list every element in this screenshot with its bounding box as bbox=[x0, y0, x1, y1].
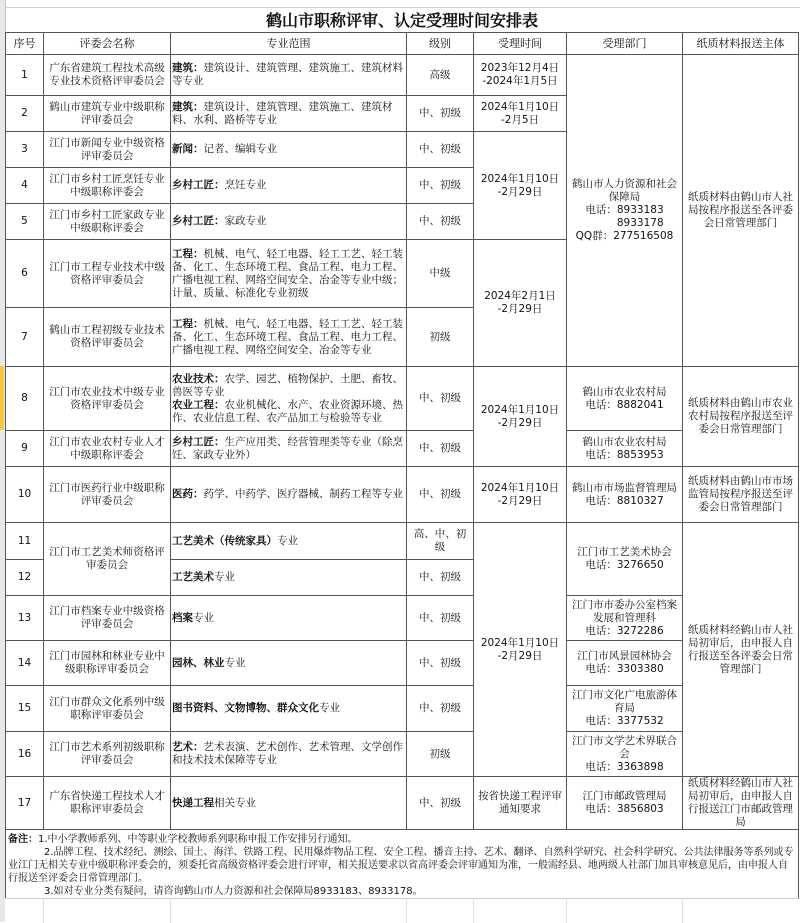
level: 中、初级 bbox=[407, 168, 474, 204]
committee-name: 江门市园林和林业专业中级职称评审委员会 bbox=[44, 641, 171, 686]
col-header-scope: 专业范围 bbox=[171, 33, 407, 55]
scope bbox=[171, 777, 407, 830]
table-row bbox=[6, 367, 799, 431]
row-no: 8 bbox=[6, 367, 44, 431]
row-no: 10 bbox=[6, 467, 44, 523]
row-no: 6 bbox=[6, 240, 44, 308]
scope bbox=[171, 204, 407, 240]
level: 中级 bbox=[407, 240, 474, 308]
scope bbox=[171, 523, 407, 560]
col-header-submit: 纸质材料报送主体 bbox=[683, 33, 799, 55]
committee-name: 江门市工程专业技术中级资格评审委员会 bbox=[44, 240, 171, 308]
header-row bbox=[6, 33, 799, 55]
scope bbox=[171, 240, 407, 308]
committee-name: 江门市农业技术中级专业资格评审委员会 bbox=[44, 367, 171, 431]
scope-category: 艺术： bbox=[172, 741, 204, 753]
row-no: 9 bbox=[6, 431, 44, 467]
table-row bbox=[6, 596, 799, 641]
table-row bbox=[6, 686, 799, 732]
committee-name: 江门市乡村工匠烹饪专业中级职称评委会 bbox=[44, 168, 171, 204]
row-no: 13 bbox=[6, 596, 44, 641]
row-no: 17 bbox=[6, 777, 44, 830]
scope-detail: 农学、园艺、植物保护、土肥、畜牧、兽医等专业 bbox=[172, 372, 403, 398]
accept-dept: 江门市文学艺术界联合会 电话：3363898 bbox=[567, 732, 683, 777]
level: 高级 bbox=[407, 55, 474, 96]
scope bbox=[171, 431, 407, 467]
submit-body: 纸质材料经鹤山市人社局初审后，由申报人自行报送至各评委会日常管理部门 bbox=[683, 523, 799, 777]
level: 高、中、初级 bbox=[407, 523, 474, 560]
row-no: 5 bbox=[6, 204, 44, 240]
scope-category: 工艺美术 bbox=[172, 571, 214, 583]
scope-detail: 相关专业 bbox=[214, 796, 256, 809]
accept-time: 2024年1月10日 -2月29日 bbox=[474, 523, 567, 777]
scope bbox=[171, 132, 407, 168]
scope bbox=[171, 641, 407, 686]
scope-detail: 建筑设计、建筑管理、建筑施工、建筑材料、水利、路桥等专业 bbox=[172, 100, 393, 126]
selected-row-marker bbox=[0, 366, 4, 430]
accept-time: 2024年1月10日 -2月29日 bbox=[474, 367, 567, 467]
note-3: 3.如对专业分类有疑问，请咨询鹤山市人力资源和社会保障局8933183、8933178。 bbox=[44, 886, 423, 897]
scope-category: 农业技术： bbox=[172, 372, 225, 385]
accept-time: 2024年1月10日 -2月29日 bbox=[474, 132, 567, 240]
scope-category: 新闻： bbox=[172, 143, 204, 155]
col-header-no: 序号 bbox=[6, 33, 44, 55]
table-row bbox=[6, 467, 799, 523]
scope bbox=[171, 596, 407, 641]
scope-category: 档案 bbox=[172, 611, 193, 624]
committee-name: 江门市档案专业中级资格评审委员会 bbox=[44, 596, 171, 641]
schedule-table bbox=[5, 8, 799, 902]
spreadsheet-top-row bbox=[5, 0, 800, 8]
table-row bbox=[6, 732, 799, 777]
table-row bbox=[6, 777, 799, 830]
scope-detail: 机械、电气、轻工电器、轻工工艺、轻工装备、化工、生态环境工程、食品工程、电力工程、广播电视工程、网络空间安全、冶金等专业 bbox=[172, 317, 403, 356]
accept-dept: 江门市工艺美术协会 电话：3276650 bbox=[567, 523, 683, 596]
committee-name: 江门市乡村工匠家政专业中级职称评委会 bbox=[44, 204, 171, 240]
submit-body: 纸质材料由鹤山市人社局按程序报送至各评委会日常管理部门 bbox=[683, 55, 799, 367]
level: 中、初级 bbox=[407, 204, 474, 240]
committee-name: 广东省建筑工程技术高级专业技术资格评审委员会 bbox=[44, 55, 171, 96]
scope-category: 工程： bbox=[172, 247, 204, 260]
row-no: 3 bbox=[6, 132, 44, 168]
table-row bbox=[6, 55, 799, 96]
scope-detail: 烹饪专业 bbox=[224, 179, 267, 191]
level: 中、初级 bbox=[407, 641, 474, 686]
note-1: 1.中小学教师系列、中等职业学校教师系列职称申报工作安排另行通知。 bbox=[38, 834, 358, 845]
row-no: 11 bbox=[6, 523, 44, 560]
scope-detail: 农业机械化、水产、农业资源环境、热作、农业信息工程、农产品加工与检验等专业 bbox=[172, 398, 403, 424]
accept-dept: 鹤山市市场监督管理局 电话：8810327 bbox=[567, 467, 683, 523]
scope-category: 图书资料、文物博物、群众文化 bbox=[172, 702, 319, 714]
level: 中、初级 bbox=[407, 132, 474, 168]
level: 中、初级 bbox=[407, 686, 474, 732]
level: 初级 bbox=[407, 308, 474, 367]
scope-detail: 专业 bbox=[193, 611, 214, 624]
scope-category: 快递工程 bbox=[172, 796, 214, 809]
submit-body: 纸质材料由鹤山市市场监管局按程序报送至评委会日常管理部门 bbox=[683, 467, 799, 523]
scope bbox=[171, 732, 407, 777]
scope-detail: 家政专业 bbox=[224, 215, 267, 227]
row-no: 7 bbox=[6, 308, 44, 367]
row-no: 16 bbox=[6, 732, 44, 777]
committee-name: 鹤山市工程初级专业技术资格评审委员会 bbox=[44, 308, 171, 367]
accept-time: 2023年12月4日 -2024年1月5日 bbox=[474, 55, 567, 96]
level: 中、初级 bbox=[407, 367, 474, 431]
scope-category: 建筑： bbox=[172, 62, 204, 74]
scope-detail: 药学、中药学、医疗器械、制药工程等专业 bbox=[203, 488, 403, 500]
scope-category: 医药： bbox=[172, 488, 204, 500]
level: 中、初级 bbox=[407, 431, 474, 467]
committee-name: 江门市艺术系列初级职称评审委员会 bbox=[44, 732, 171, 777]
accept-time: 按省快递工程评审通知要求 bbox=[474, 777, 567, 830]
scope-detail: 专业 bbox=[224, 656, 246, 669]
row-no: 1 bbox=[6, 55, 44, 96]
row-no: 4 bbox=[6, 168, 44, 204]
committee-name: 广东省快递工程技术人才职称评审委员会 bbox=[44, 777, 171, 830]
accept-dept: 鹤山市农业农村局 电话：8853953 bbox=[567, 431, 683, 467]
submit-body: 纸质材料由鹤山市农业农村局按程序报送至评委会日常管理部门 bbox=[683, 367, 799, 467]
accept-dept: 鹤山市人力资源和社会保障局 电话：8933183 8933178 QQ群：277516508 bbox=[567, 55, 683, 367]
committee-name: 鹤山市建筑专业中级职称评审委员会 bbox=[44, 96, 171, 132]
col-header-committee: 评委会名称 bbox=[44, 33, 171, 55]
accept-dept: 鹤山市农业农村局 电话：8882041 bbox=[567, 367, 683, 431]
accept-time: 2024年1月10日 -2月5日 bbox=[474, 96, 567, 132]
scope-category: 乡村工匠： bbox=[172, 435, 225, 448]
scope-detail: 生产应用类、经营管理类等专业（除烹饪、家政专业外） bbox=[172, 435, 403, 461]
level: 中、初级 bbox=[407, 560, 474, 596]
scope-category: 农业工程： bbox=[172, 398, 225, 411]
scope-detail: 建筑设计、建筑管理、建筑施工、建筑材料等专业 bbox=[172, 62, 403, 87]
scope bbox=[171, 467, 407, 523]
accept-dept: 江门市风景园林协会 电话：3303380 bbox=[567, 641, 683, 686]
notes-label: 备注： bbox=[8, 834, 38, 845]
scope bbox=[171, 55, 407, 96]
note-2: 2.品牌工程、技术经纪、测绘、国土、海洋、铁路工程、民用爆炸物品工程、安全工程、播音主持、艺术、翻译、自然科学研究、社会科学研究、公共法律服务等系列或专业江门无相关专业中级职称评委会的，须委托省高级资格评委会进行评审，相关报送要求以省高评委会评审通知为准，一般需经县、地两级人社部门加具审核意见后，由申报人自行报送至评委会日常管理部门。 bbox=[8, 847, 794, 884]
table-row bbox=[6, 641, 799, 686]
level: 初级 bbox=[407, 732, 474, 777]
accept-dept: 江门市邮政管理局 电话：3856803 bbox=[567, 777, 683, 830]
level: 中、初级 bbox=[407, 596, 474, 641]
scope-detail: 艺术表演、艺术创作、艺术管理、文学创作和技术技术保障等专业 bbox=[172, 741, 403, 766]
submit-body: 纸质材料经鹤山市人社局初审后，由申报人自行报送江门市邮政管理局 bbox=[683, 777, 799, 830]
row-no: 12 bbox=[6, 560, 44, 596]
scope bbox=[171, 367, 407, 431]
committee-name: 江门市工艺美术师资格评审委员会 bbox=[44, 523, 171, 596]
col-header-time: 受理时间 bbox=[474, 33, 567, 55]
table-row bbox=[6, 431, 799, 467]
accept-time: 2024年1月10日 -2月29日 bbox=[474, 467, 567, 523]
level: 中、初级 bbox=[407, 96, 474, 132]
scope-category: 工程： bbox=[172, 317, 204, 330]
committee-name: 江门市农业农村专业人才中级职称评委会 bbox=[44, 431, 171, 467]
scope-detail: 机械、电气、轻工电器、轻工工艺、轻工装备、化工、生态环境工程、食品工程、电力工程、广播电视工程、网络空间安全、冶金等专业中级；计量、质量、标准化专业初级 bbox=[172, 247, 403, 299]
scope-detail: 专业 bbox=[277, 534, 298, 547]
col-header-level: 级别 bbox=[407, 33, 474, 55]
committee-name: 江门市医药行业中级职称评审委员会 bbox=[44, 467, 171, 523]
accept-dept: 江门市市委办公室档案发展和管理科 电话：3272286 bbox=[567, 596, 683, 641]
scope-category: 乡村工匠： bbox=[172, 179, 225, 191]
scope bbox=[171, 308, 407, 367]
scope bbox=[171, 168, 407, 204]
accept-dept: 江门市文化广电旅游体育局 电话：3377532 bbox=[567, 686, 683, 732]
notes bbox=[6, 830, 799, 902]
level: 中、初级 bbox=[407, 467, 474, 523]
scope-detail: 专业 bbox=[214, 571, 235, 583]
level: 中、初级 bbox=[407, 777, 474, 830]
scope-category: 园林、林业 bbox=[172, 656, 225, 669]
row-no: 15 bbox=[6, 686, 44, 732]
scope-category: 工艺美术（传统家具） bbox=[172, 534, 277, 547]
committee-name: 江门市新闻专业中级资格评审委员会 bbox=[44, 132, 171, 168]
page-title: 鹤山市职称评审、认定受理时间安排表 bbox=[6, 8, 799, 33]
col-header-dept: 受理部门 bbox=[567, 33, 683, 55]
scope-category: 乡村工匠： bbox=[172, 215, 225, 227]
scope-detail: 记者、编辑专业 bbox=[203, 143, 277, 155]
scope bbox=[171, 686, 407, 732]
table-row bbox=[6, 523, 799, 560]
empty-spreadsheet-row bbox=[5, 898, 800, 923]
scope bbox=[171, 560, 407, 596]
row-no: 14 bbox=[6, 641, 44, 686]
committee-name: 江门市群众文化系列中级职称评审委员会 bbox=[44, 686, 171, 732]
scope-category: 建筑： bbox=[172, 100, 204, 113]
row-no: 2 bbox=[6, 96, 44, 132]
accept-time: 2024年2月1日 -2月29日 bbox=[474, 240, 567, 367]
scope-detail: 专业 bbox=[319, 702, 340, 714]
scope bbox=[171, 96, 407, 132]
